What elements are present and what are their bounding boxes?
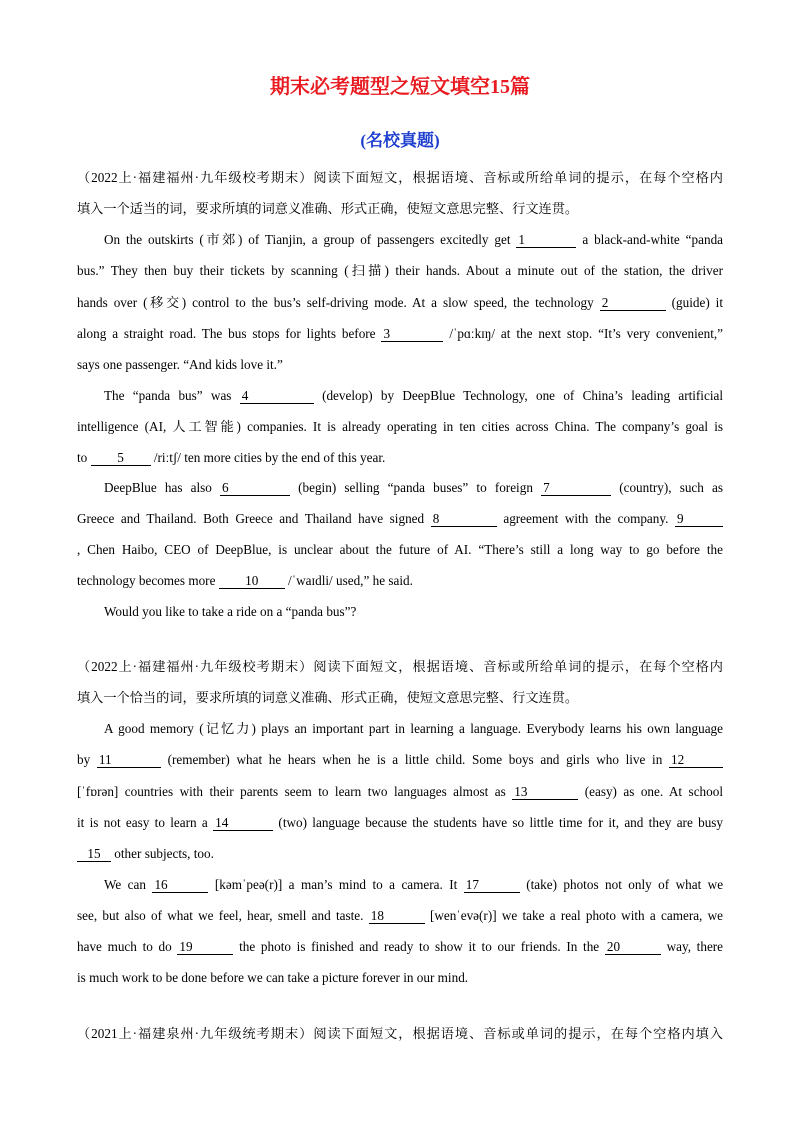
passage1-line: , Chen Haibo, CEO of DeepBlue, is unclear about the future of AI. “There’s still a long way to go before the [77,542,723,557]
passage2-line [77,908,723,924]
passage1-line: Would you like to take a ride on a “panda bus”? [104,604,357,619]
text: hands over (移交) control to the bus’s self-driving mode. At a slow speed, the technology [77,295,594,310]
blank-18: 18 [369,909,425,924]
passage1-line: bus.” They then buy their tickets by scanning (扫描) their hands. About a minute out of the station, the driver [77,263,723,278]
text: other subjects, too. [114,846,214,861]
passage1-line [104,232,723,248]
text: agreement with the company. [503,511,669,526]
text: (guide) it [671,295,724,310]
passage1-line [104,480,723,496]
passage1-line [77,573,723,589]
blank-4: 4 [240,389,314,404]
text: (begin) selling “panda buses” to foreign [298,480,533,495]
passage2-line [77,784,723,800]
text: by [77,752,91,767]
blank-19: 19 [177,940,233,955]
passage1-line [77,326,723,342]
passage2-line [77,815,723,831]
passage2-line: A good memory (记忆力) plays an important part in learning a language. Everybody learns his own language [104,721,723,736]
passage2-line [77,752,723,768]
text: have much to do [77,939,172,954]
text: to [77,450,88,465]
text: (develop) by DeepBlue Technology, one of China’s leading artificial [322,388,724,403]
text: /ˈwaɪdli/ used,” he said. [288,573,413,588]
text: [wenˈevə(r)] we take a real photo with a camera, we [429,908,723,923]
passage3-instruction-line1: （2021上·福建泉州·九年级统考期末）阅读下面短文，根据语境、音标或单词的提示，在每个空格内填入 [77,1026,723,1041]
blank-10: 10 [219,574,285,589]
text: it is not easy to learn a [77,815,208,830]
blank-12: 12 [669,753,723,768]
blank-11: 11 [97,753,161,768]
blank-17: 17 [464,878,520,893]
blank-8: 8 [431,512,497,527]
text: DeepBlue has also [104,480,212,495]
passage1-line: says one passenger. “And kids love it.” [77,357,283,372]
blank-9: 9 [675,512,723,527]
blank-2: 2 [600,296,666,311]
text: [ˈfɒrən] countries with their parents seem to learn two languages almost as [77,784,506,799]
text: a black-and-white “panda [582,232,724,247]
blank-1: 1 [516,233,576,248]
text: along a straight road. The bus stops for lights before [77,326,376,341]
passage2-instruction-line2: 填入一个恰当的词，要求所填的词意义准确、形式正确，使短文意思完整、行文连贯。 [77,690,579,705]
text: (easy) as one. At school [584,784,723,799]
passage2-line [104,877,723,893]
text: (take) photos not only of what we [526,877,724,892]
blank-16: 16 [152,878,208,893]
text: (two) language because the students have so little time for it, and they are busy [278,815,724,830]
passage1-instruction-line2: 填入一个适当的词，要求所填的词意义准确、形式正确，使短文意思完整、行文连贯。 [77,201,579,216]
passage1-line [77,450,723,466]
page-title: 期末必考题型之短文填空15篇 [270,76,530,98]
text: (country), such as [619,480,724,495]
blank-20: 20 [605,940,661,955]
text: technology becomes more [77,573,216,588]
text: Greece and Thailand. Both Greece and Thailand have signed [77,511,425,526]
passage1-line [104,388,723,404]
page-subtitle: (名校真题) [360,131,440,150]
passage2-line [77,939,723,955]
blank-3: 3 [381,327,443,342]
passage2-line [77,846,723,862]
text: On the outskirts (市郊) of Tianjin, a group of passengers excitedly get [104,232,511,247]
blank-6: 6 [220,481,290,496]
text: [kəmˈpeə(r)] a man’s mind to a camera. It [214,877,458,892]
text: We can [104,877,146,892]
text: way, there [666,939,724,954]
text: the photo is finished and ready to show it to our friends. In the [239,939,600,954]
passage1-line: intelligence (AI, 人工智能) companies. It is already operating in ten cities across China. The company’s goal is [77,419,723,434]
blank-14: 14 [213,816,273,831]
text: /ˈpɑːkɪŋ/ at the next stop. “It’s very convenient,” [449,326,724,341]
passage2-instruction-line1: （2022上·福建福州·九年级校考期末）阅读下面短文，根据语境、音标或所给单词的提示，在每个空格内 [77,659,723,674]
text: The “panda bus” was [104,388,232,403]
blank-13: 13 [512,785,578,800]
blank-5: 5 [91,451,151,466]
passage1-line [77,511,723,527]
blank-7: 7 [541,481,611,496]
text: /riːtʃ/ ten more cities by the end of this year. [153,450,386,465]
text: (remember) what he hears when he is a little child. Some boys and girls who live in [167,752,663,767]
passage1-line [77,295,723,311]
blank-15: 15 [77,847,111,862]
passage2-line: is much work to be done before we can take a picture forever in our mind. [77,970,469,985]
text: see, but also of what we feel, hear, smell and taste. [77,908,364,923]
passage1-instruction-line1: （2022上·福建福州·九年级校考期末）阅读下面短文，根据语境、音标或所给单词的提示，在每个空格内 [77,170,723,185]
